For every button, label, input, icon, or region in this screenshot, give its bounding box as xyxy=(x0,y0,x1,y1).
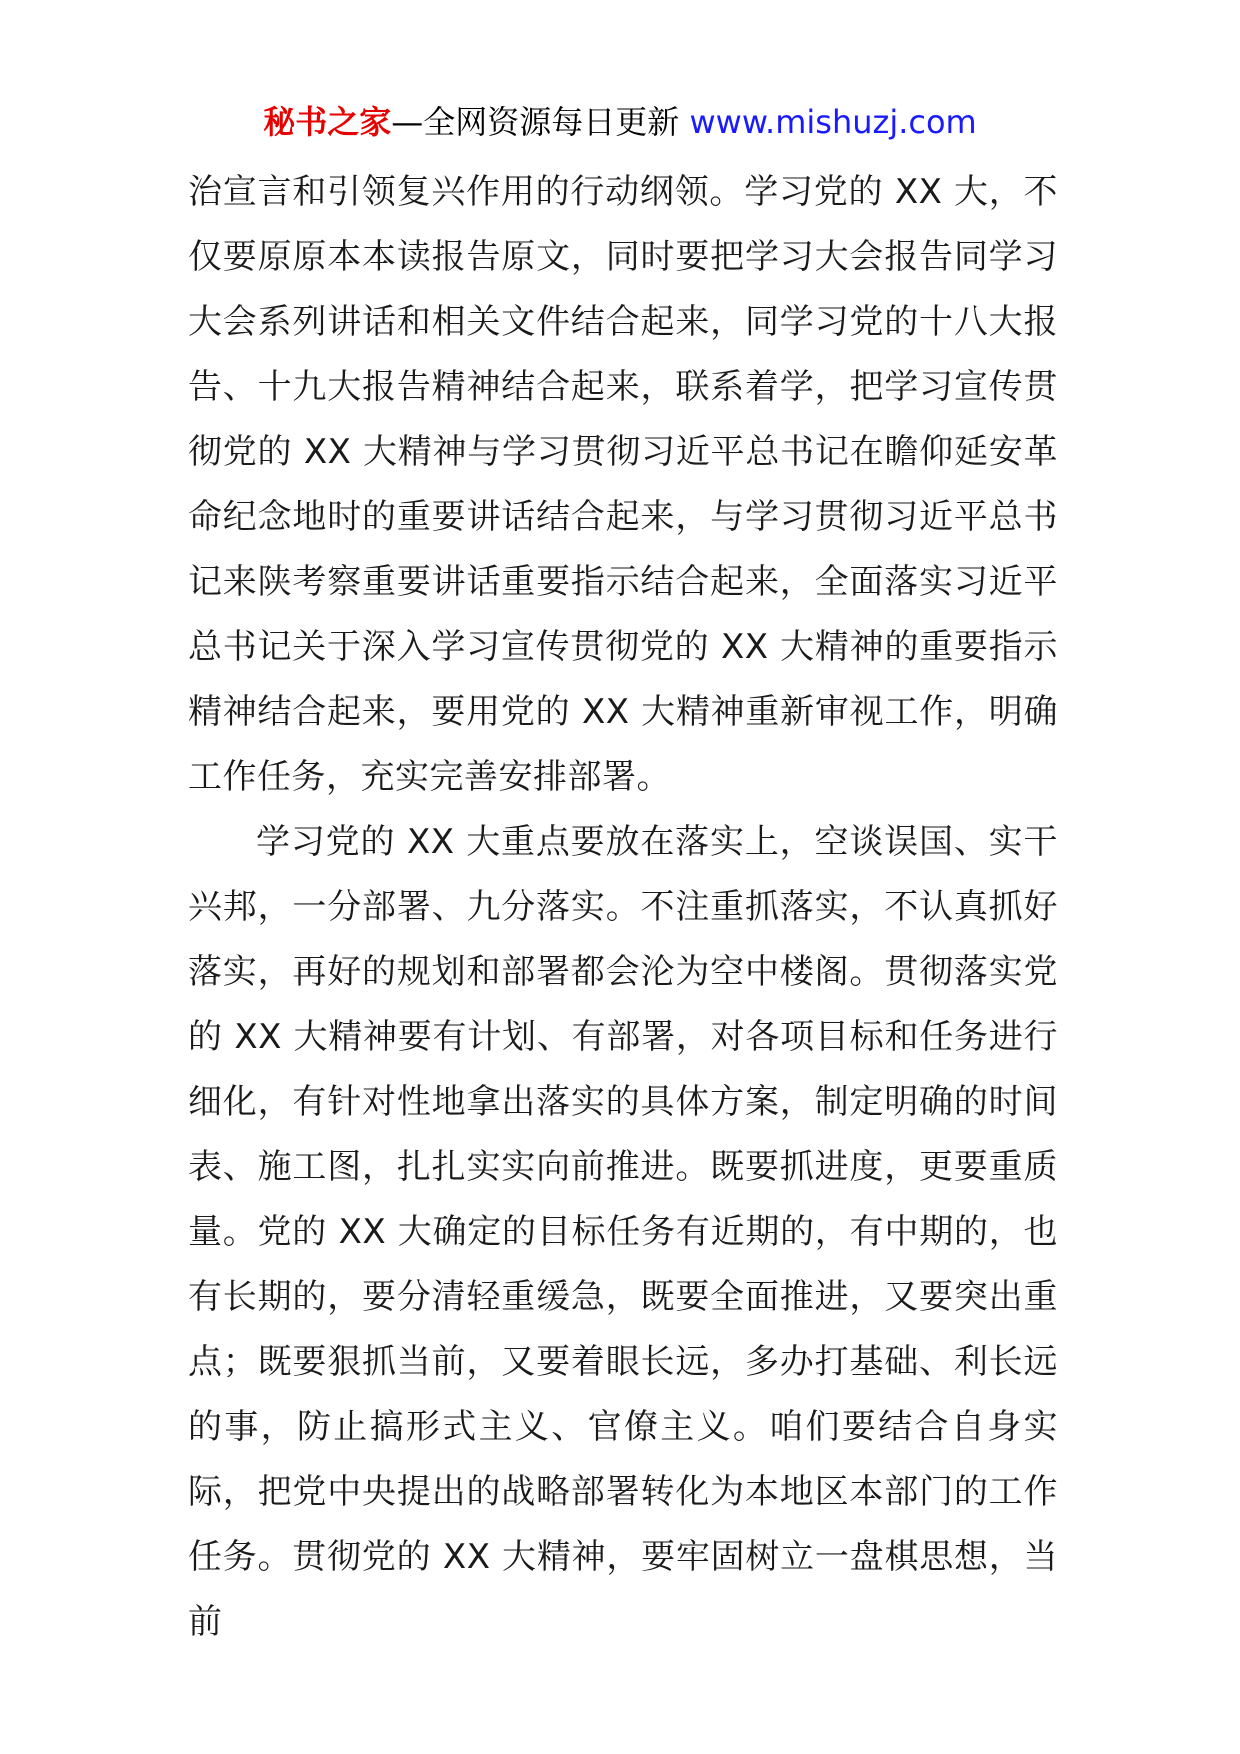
header-tagline: —全网资源每日更新 xyxy=(391,103,680,141)
paragraph: 学习党的 XX 大重点要放在落实上，空谈误国、实干兴邦，一分部署、九分落实。不注重抓落实，不认真抓好落实，再好的规划和部署都会沦为空中楼阁。贯彻落实党的 XX 大精神要有计划、有部署，对各项目标和任务进行细化，有针对性地拿出落实的具体方案，制定明确的时间表、施工图，扎扎实实向前推进。既要抓进度，更要重质量。党的 XX 大确定的目标任务有近期的，有中期的，也有长期的，要分清轻重缓急，既要全面推进，又要突出重点；既要狠抓当前，又要着眼长远，多办打基础、利长远的事，防止搞形式主义、官僚主义。咱们要结合自身实际，把党中央提出的战略部署转化为本地区本部门的工作任务。贯彻党的 XX 大精神，要牢固树立一盘棋思想，当前 xyxy=(188,822,1058,1642)
site-header xyxy=(0,102,1240,142)
site-url-link[interactable]: www.mishuzj.com xyxy=(689,103,977,141)
paragraph: 治宣言和引领复兴作用的行动纲领。学习党的 XX 大，不仅要原原本本读报告原文，同时要把学习大会报告同学习大会系列讲话和相关文件结合起来，同学习党的十八大报告、十九大报告精神结合起来，联系着学，把学习宣传贯彻党的 XX 大精神与学习贯彻习近平总书记在瞻仰延安革命纪念地时的重要讲话结合起来，与学习贯彻习近平总书记来陕考察重要讲话重要指示结合起来，全面落实习近平总书记关于深入学习宣传贯彻党的 XX 大精神的重要指示精神结合起来，要用党的 XX 大精神重新审视工作，明确工作任务，充实完善安排部署。 xyxy=(188,172,1058,797)
document-body xyxy=(188,160,1058,1655)
brand-name: 秘书之家 xyxy=(263,103,392,141)
